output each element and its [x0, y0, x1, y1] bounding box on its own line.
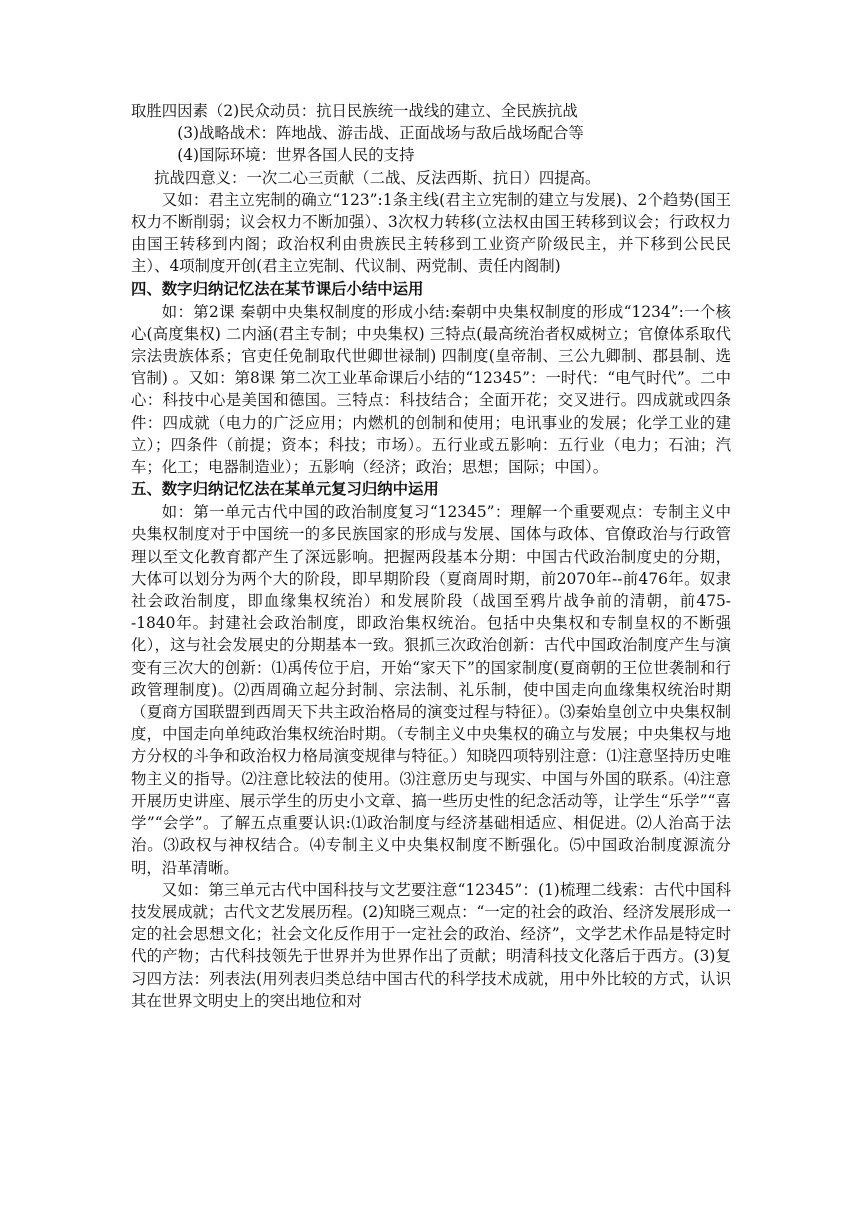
paragraph-section-5b: 又如：第三单元古代中国科技与文艺要注意“12345”：(1)梳理二线索：古代中国科技发展成就；古代文艺发展历程。(2)知晓三观点：“一定的社会的政治、经济发展形成一定的社会思想文化；社会文化反作用于一定社会的政治、经济”，文学艺术作品是特定时代的产物；古代科技领先于世界并为世界作出了贡献；明清科技文化落后于西方。(3)复习四方法：列表法(用列表归类总结中国古代的科学技术成就，用中外比较的方式，认识其在世界文明史上的突出地位和对	[131, 880, 731, 1010]
paragraph-constitutional-monarchy: 又如：君主立宪制的确立“123”:1条主线(君主立宪制的建立与发展)、2个趋势(国王权力不断削弱；议会权力不断加强）、3次权力转移(立法权由国王转移到议会；行政权力由国王转移到内阁；政治权利由贵族民主转移到工业资产阶级民主，并下移到公民民主）、4项制度开创(君主立宪制、代议制、两党制、责任内阁制)	[131, 190, 731, 276]
paragraph-section-4: 如：第2课 秦朝中央集权制度的形成小结:秦朝中央集权制度的形成“1234”:一个核心(高度集权) 二内涵(君主专制；中央集权) 三特点(最高统治者权威树立；官僚体系取代宗法贵族体系；官吏任免制取代世卿世禄制) 四制度(皇帝制、三公九卿制、郡县制、选官制) 。又如：第8课 第二次工业革命课后小结的“12345”：一时代：“电气时代”。二中心：科技中心是美国和德国。三特点：科技结合；全面开花；交叉进行。四成就或四条件：四成就（电力的广泛应用；内燃机的创制和使用；电讯事业的发展；化学工业的建立）；四条件（前提；资本；科技；市场）。五行业或五影响：五行业（电力；石油；汽车；化工；电器制造业）；五影响（经济；政治；思想；国际；中国）。	[131, 302, 731, 477]
line-significance: 抗战四意义：一次二心三贡献（二战、反法西斯、抗日）四提高。	[154, 168, 601, 187]
document-page	[131, 100, 731, 1012]
line-international: (4)国际环境：世界各国人民的支持	[177, 146, 415, 165]
line-strategy: (3)战略战术：阵地战、游击战、正面战场与敌后战场配合等	[177, 124, 584, 143]
section-heading-5: 五、数字归纳记忆法在某单元复习归纳中运用	[131, 480, 439, 499]
section-heading-4: 四、数字归纳记忆法在某节课后小结中运用	[131, 279, 424, 298]
paragraph-section-5a: 如：第一单元古代中国的政治制度复习“12345”：理解一个重要观点：专制主义中央集权制度对于中国统一的多民族国家的形成与发展、国体与政体、官僚政治与行政管理以至文化教育都产生了深远影响。把握两段基本分期：中国古代政治制度史的分期，大体可以划分为两个大的阶段，即早期阶段（夏商周时期，前2070年--前476年。奴隶社会政治制度，即血缘集权统治）和发展阶段（战国至鸦片战争前的清朝，前475--1840年。封建社会政治制度，即政治集权统治。包括中央集权和专制皇权的不断强化），这与社会发展史的分期基本一致。狠抓三次政治创新：古代中国政治制度产生与演变有三次大的创新：⑴禹传位于启，开始“家天下”的国家制度(夏商朝的王位世袭制和行政管理制度)。⑵西周确立起分封制、宗法制、礼乐制，使中国走向血缘集权统治时期（夏商方国联盟到西周天下共主政治格局的演变过程与特征）。⑶秦始皇创立中央集权制度，中国走向单纯政治集权统治时期。（专制主义中央集权的确立与发展；中央集权与地方分权的斗争和政治权力格局演变规律与特征。）知晓四项特别注意：⑴注意坚持历史唯物主义的指导。⑵注意比较法的使用。⑶注意历史与现实、中国与外国的联系。⑷注意开展历史讲座、展示学生的历史小文章、搞一些历史性的纪念活动等，让学生“乐学”“喜学”“会学”。了解五点重要认识:⑴政治制度与经济基础相适应、相促进。⑵人治高于法治。⑶政权与神权结合。⑷专制主义中央集权制度不断强化。⑸中国政治制度源流分明，沿革清晰。	[131, 503, 731, 877]
line-victory-factors: 取胜四因素（2)民众动员：抗日民族统一战线的建立、全民族抗战	[131, 102, 578, 120]
